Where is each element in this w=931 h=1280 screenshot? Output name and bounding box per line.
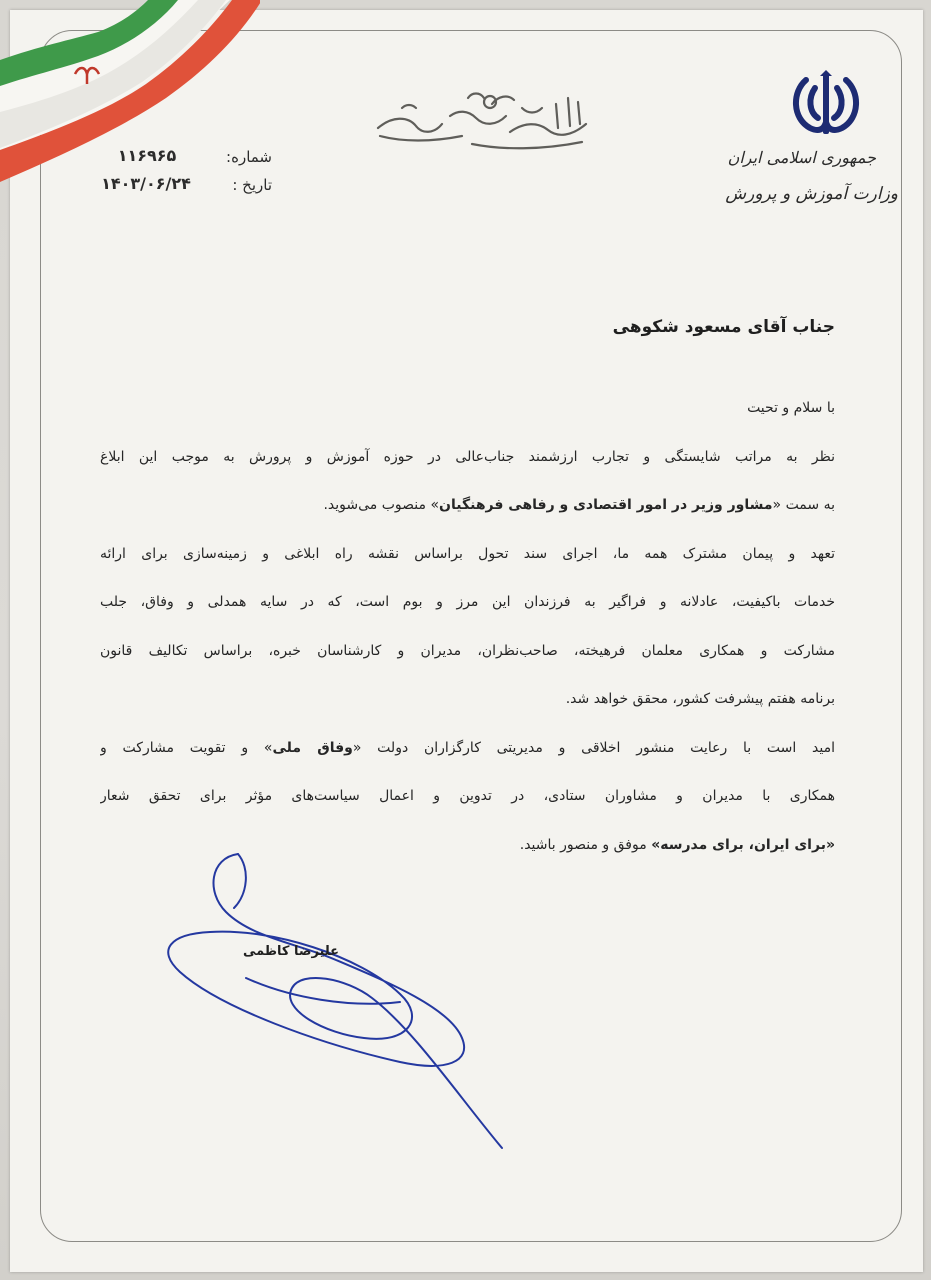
- letter-date: ۱۴۰۳/۰۶/۲۴: [101, 174, 191, 193]
- signatory-name: علیرضا کاظمی: [242, 944, 340, 959]
- body-text: موفق و منصور باشید.: [519, 836, 652, 853]
- recipient-heading: جناب آقای مسعود شکوهی: [612, 317, 835, 337]
- appointment-title: مشاور وزیر در امور اقتصادی و رفاهی فرهنگیان: [439, 497, 773, 513]
- body-line: تعهد و پیمان مشترک همه ما، اجرای سند تحول براساس نقشه راه ابلاغی و زمینه‌سازی برای ارائه: [100, 545, 835, 562]
- body-text: امید است با رعایت منشور اخلاقی و مدیریتی کارگزاران دولت «: [352, 739, 835, 756]
- number-label: شماره:: [226, 148, 272, 166]
- body-text: » منصوب می‌شوید.: [323, 497, 440, 513]
- letter-number: ۱۱۶۹۶۵: [117, 146, 177, 165]
- body-line: خدمات باکیفیت، عادلانه و فراگیر به فرزندان این مرز و بوم است، که در سایه همدلی و وفاق، جلب: [100, 594, 835, 610]
- body-line: [100, 733, 835, 782]
- body-line: نظر به مراتب شایستگی و تجارب ارزشمند جناب‌عالی در حوزه آموزش و پرورش به موجب این ابلاغ: [100, 448, 835, 465]
- ministry-name: وزارت آموزش و پرورش: [725, 184, 898, 204]
- body-text: به سمت «: [772, 497, 835, 513]
- slogan: «برای ایران، برای مدرسه»: [651, 836, 835, 853]
- signature: [150, 848, 530, 1168]
- body-line: مشارکت و همکاری معلمان فرهیخته، صاحب‌نظران، مدیران و کارشناسان خبره، براساس تکالیف قانون: [100, 642, 835, 659]
- letter-body: [100, 393, 835, 878]
- body-line: برنامه هفتم پیشرفت کشور، محقق خواهد شد.: [565, 691, 835, 707]
- date-label: تاریخ :: [232, 176, 272, 194]
- iran-emblem-icon: [784, 70, 868, 142]
- bismillah-calligraphy: [372, 86, 598, 158]
- national-consensus-phrase: وفاق ملی: [272, 739, 353, 756]
- body-line: [100, 490, 835, 539]
- body-text: » و تقویت مشارکت و: [100, 739, 273, 756]
- body-line: همکاری با مدیران و مشاوران ستادی، در تدوین و اعمال سیاست‌های مؤثر برای تحقق شعار: [100, 788, 835, 804]
- republic-name: جمهوری اسلامی ایران: [727, 148, 876, 167]
- greeting: با سلام و تحیت: [747, 400, 835, 416]
- iran-flag-ribbon-icon: [0, 0, 260, 200]
